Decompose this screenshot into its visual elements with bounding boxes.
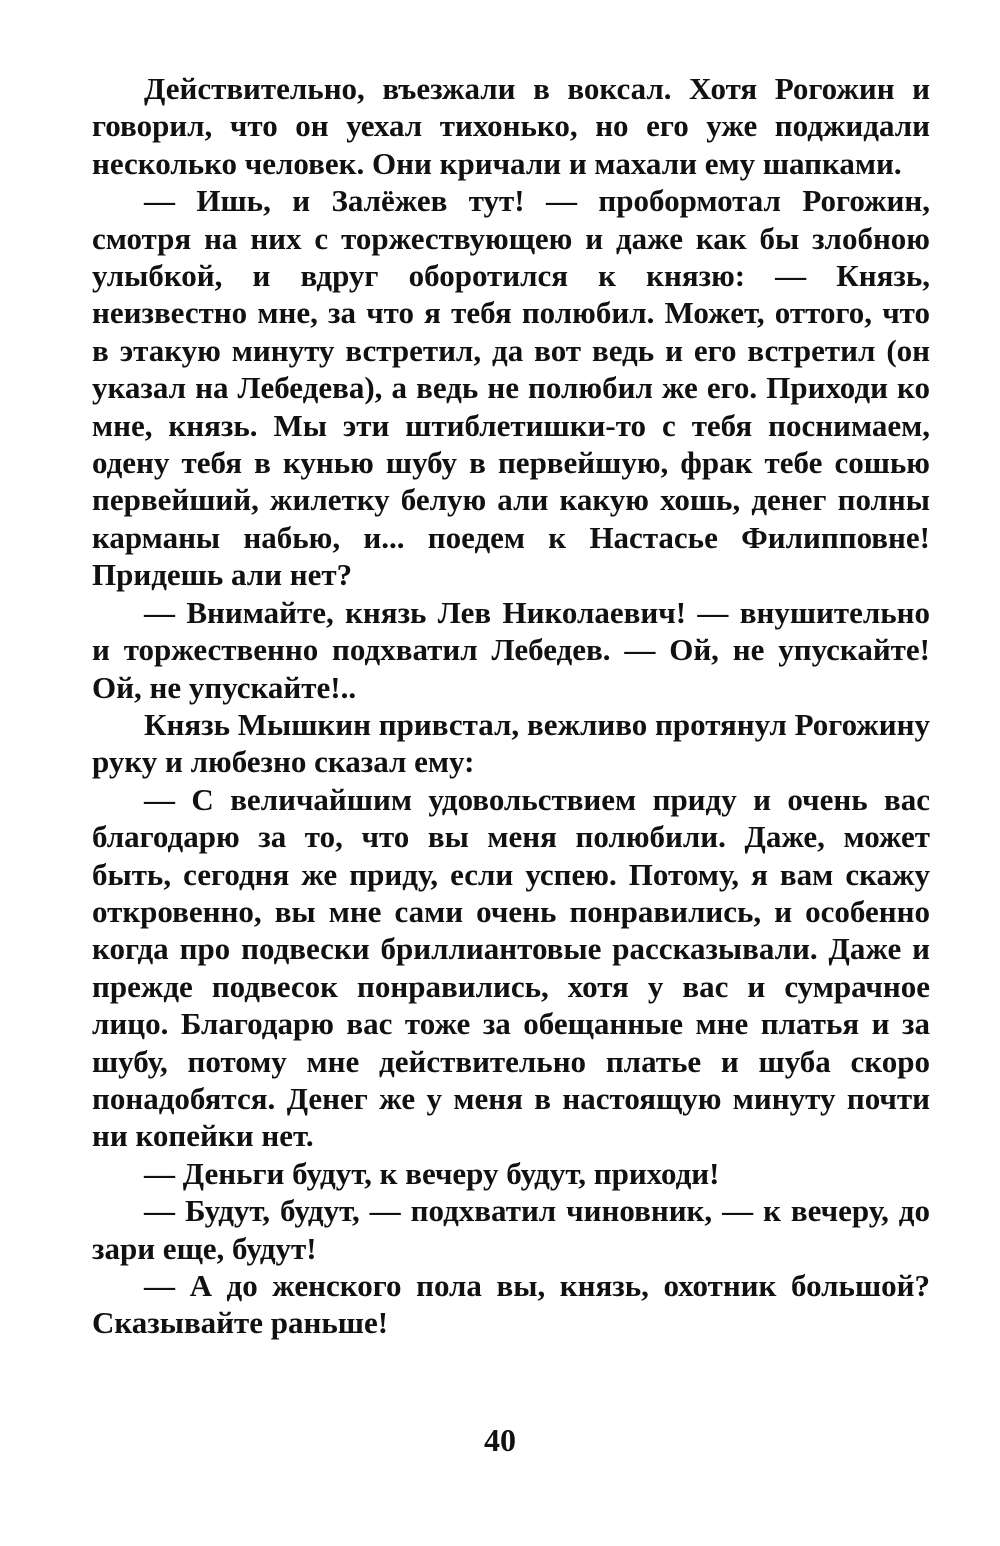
paragraph-7: — Будут, будут, — подхватил чиновник, — к вечеру, до зари еще, будут! xyxy=(92,1193,930,1266)
paragraph-1: Действительно, въезжали в воксал. Хотя Рогожин и говорил, что он уехал тихонько, но его уже поджидали несколько человек. Они кричали и махали ему шапками. xyxy=(92,71,930,181)
paragraph-4: Князь Мышкин привстал, вежливо протянул Рогожину руку и любезно сказал ему: xyxy=(92,706,930,780)
paragraph-5: — С величайшим удовольствием приду и очень вас благодарю за то, что вы меня полюбили. Даже, может быть, сегодня же приду, если успею. Потому, я вам скажу откровенно, вы мне сами очень понравились, и особенно когда про подвески бриллиантовые рассказывали. Даже и прежде подвесок понравились, хотя у вас и сумрачное лицо. Благодарю вас тоже за обещанные мне платья и за шубу, потому мне действительно платье и шуба скоро понадобятся. Денег же у меня в настоящую минуту почти ни копейки нет. xyxy=(92,781,930,1154)
paragraph-8: — А до женского пола вы, князь, охотник большой? Сказывайте раньше! xyxy=(92,1268,930,1341)
paragraph-6: — Деньги будут, к вечеру будут, приходи! xyxy=(144,1155,720,1191)
paragraph-2: — Ишь, и Залёжев тут! — пробормотал Рогожин, смотря на них с торжествующею и даже как бы злобною улыбкой, и вдруг оборотился к князю: — Князь, неизвестно мне, за что я тебя полюбил. Может, оттого, что в этакую минуту встретил, да вот ведь и его встретил (он указал на Лебедева), а ведь не полюбил же его. Приходи ко мне, князь. Мы эти штиблетишки-то с тебя поснимаем, одену тебя в кунью шубу в первейшую, фрак тебе сошью первейший, жилетку белую али какую хошь, денег полны карманы набью, и... поедем к Настасье Филипповне! Придешь али нет? xyxy=(92,183,930,593)
page-number: 40 xyxy=(484,1422,516,1458)
page-body-text xyxy=(92,70,930,1342)
paragraph-3: — Внимайте, князь Лев Николаевич! — внушительно и торжественно подхватил Лебедев. — Ой, не упускайте! Ой, не упускайте!.. xyxy=(92,594,930,705)
